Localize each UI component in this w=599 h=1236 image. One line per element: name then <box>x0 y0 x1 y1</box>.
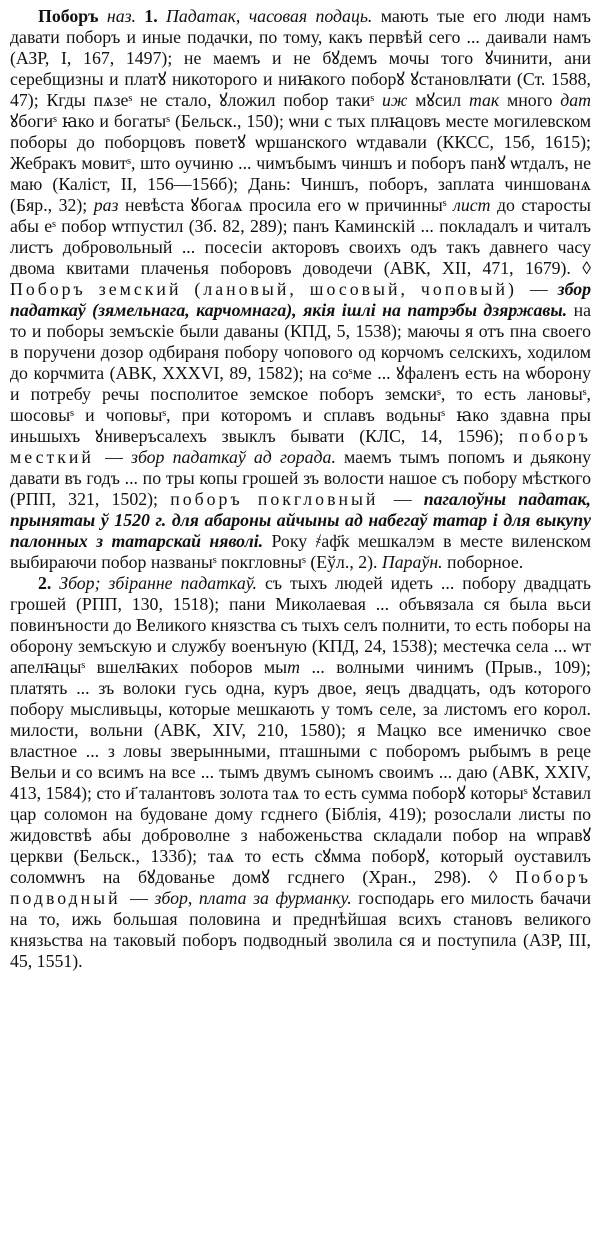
text-run: Збор; збіранне падаткаў. <box>59 573 265 593</box>
text-run: Року ҂аф҃к мешкалэм в месте виленском выбираючи побор названыˢ покгловныˢ (Еўл., 2). <box>10 531 591 572</box>
text-run: 2. <box>38 573 60 593</box>
text-run: господарь его милость бачачи на то, ижь большая половина и преднѣйшая всихъ становъ великого князьства на таковый поборъ подводный зволила ся и поступила (АЗР, III, 45, 1551). <box>10 888 591 971</box>
text-run: Параўн. <box>381 552 448 572</box>
text-run: иж <box>382 90 416 110</box>
text-run: збор падаткаў ад горада. <box>131 447 345 467</box>
text-run: Поборъ подводный <box>10 867 591 908</box>
text-run: съ тыхъ людей идеть ... побору двадцать грошей (РПП, 130, 1518); пани Миколаевая ... объвязала ся была вьси повинъности до Великого князства съ тыхъ селъ полнити, то есть поборы на оборону земъскую и службу военъную (КПД, 24, 1538); местечка села ... ѡт апелꙗцыˢ вшелꙗких поборов мы <box>10 573 591 677</box>
text-run: раз <box>93 195 125 215</box>
text-run: Поборъ земский (лановый, шосовый, чоповый) <box>10 279 530 299</box>
text-run: наз. <box>106 6 145 26</box>
text-run: ... волными чинимъ (Прыв., 109); платять ... зъ волоки гусь одна, куръ двое, яецъ двадцать, одъ которого побору мысливьцы, которые мешкають у томъ селе, за листомъ его корол. милости, вольни (АВК, XIV, 210, 1580); я Мацко все именичко свое властное ... з ловы зверынными, пташными с поборомъ рыбымъ в реце Вельи и со всимъ на все ... тымъ двумъ сыномъ своимъ ... даю (АВК, XXIV, 413, 1584); сто и҃ талантовъ золота таѧ то есть сумма поборꙋ которыˢ ꙋставил цар соломон на будоване дому гсднего (Біблія, 419); розослали листы по жидовствѣ абы доброволне з набоженьства складали побор на ѡправꙋ церкви (Бельск., 133б); таѧ то есть сꙋмма поборꙋ, который оуставилъ соломѡнъ на бꙋдованье домꙋ гсднего (Хран., 298). ◊ <box>10 657 591 887</box>
text-run: — <box>529 279 558 299</box>
text-run: ꙋбогиˢ ꙗко и богатыˢ (Бельск., 150); ѡни с тых плꙗцовъ месте могилевском поборы до поборцовъ поветꙋ ѡршанского ѡтдавали (ККСС, 15б, 1615); Жебракъ мовитˢ, што оучиню ... чимъбымъ чиншъ и поборъ панꙋ ѡтдалъ, не маю (Каліст, II, 156—156б); Дань: Чиншъ, поборъ, заплата чиншованѧ (Бяр., 32); <box>10 111 591 215</box>
entry-sense-2 <box>10 573 591 972</box>
text-run: пагалоўны падатак, прынятaы ў 1520 г. для абароны айчыны ад набегаў татар і для выкупу палонных з татарскай няволі. <box>10 489 591 551</box>
text-run: так <box>468 90 508 110</box>
text-run: — <box>393 489 424 509</box>
text-run: Падатак, часовая подаць. <box>166 6 381 26</box>
text-run: — <box>130 888 155 908</box>
text-run: мають тые его люди намъ давати поборъ и иные подачки, по тому, какъ первѣй сего ... даивали намъ (АЗР, I, 167, 1497); не маемъ и не бꙋдемъ мочы того ꙋчинити, ани серебщизны и платꙋ никоторого и ниꙗкого поборꙋ ꙋстановлꙗти (Ст. 1588, 47); Кгды пѧзеˢ не стало, ꙋложил побор такиˢ <box>10 6 591 110</box>
text-run: на то и поборы земъскіе были даваны (КПД, 5, 1538); маючы я отъ пна своего в поручени дозор одбираня побору чопового од корчомъ селскихъ, ходилом до корчмита (АВК, XXXVI, 89, 1582); на соˢме ... ꙋфаленъ есть на ѡборону и потребу речы посполитое земское поборъ земскиˢ, то есть лановыˢ, шосовыˢ и чоповыˢ, при которомъ и сплавъ водьныˢ ꙗко здавна пры иньшыхъ ꙋниверъсалехъ звыклъ бывати (КЛС, 14, 1596); <box>10 300 591 446</box>
text-run: лист <box>453 195 497 215</box>
entry-sense-1 <box>10 6 591 573</box>
text-run: збор, плата за фурманку. <box>154 888 359 908</box>
text-run: — <box>105 447 132 467</box>
text-run: дат <box>560 90 591 110</box>
text-run: 1. <box>144 6 167 26</box>
text-run: мꙋсил <box>415 90 469 110</box>
text-run: много <box>507 90 561 110</box>
text-run: до старосты абы еˢ побор ѡтпустил (Зб. 82, 289); панъ Каминскій ... покладалъ и читалъ листъ добровольный ... посесіи акторовъ своихъ одъ такъ давнего часу двома квитами плаченья поборовъ доводечи (АВК, XII, 471, 1679). ◊ <box>10 195 591 278</box>
text-run: збор падаткаў (зямельнага, карчомнага), якія ішлі на патрэбы дзяржавы. <box>10 279 591 320</box>
text-run: маемъ тымъ попомъ и дьякону давати въ годъ ... по тры копы грошей зъ волости нашое съ побору мѣсткого (РПП, 321, 1502); <box>10 447 591 509</box>
text-run: поборъ месткий <box>10 426 591 467</box>
text-run: Поборъ <box>38 6 107 26</box>
text-run: невѣста ꙋбогаѧ просила его ѡ причинныˢ <box>124 195 454 215</box>
text-run: т <box>287 657 312 677</box>
text-run: поборъ покгловный <box>170 489 394 509</box>
text-run: поборное. <box>447 552 524 572</box>
